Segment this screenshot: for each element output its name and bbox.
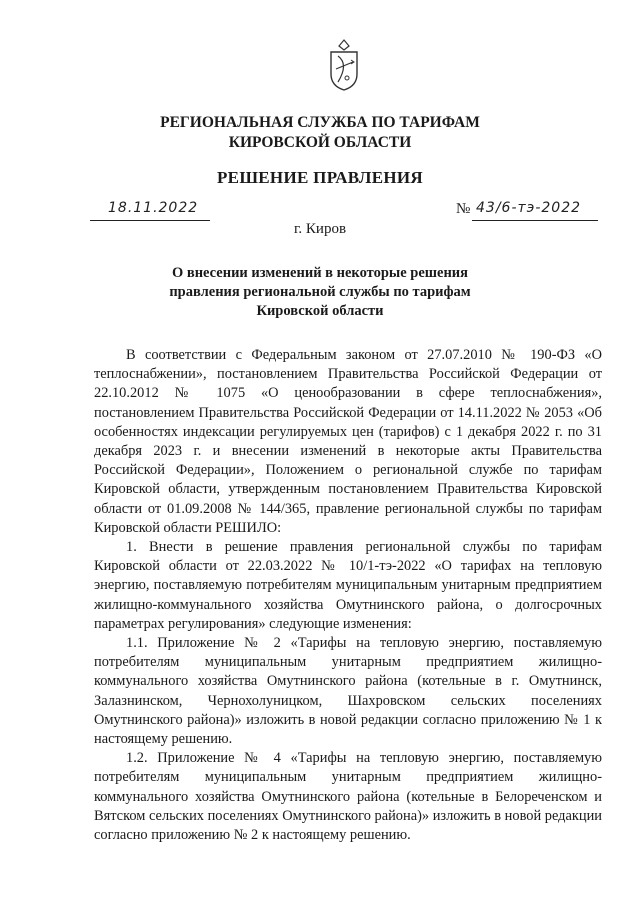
decision-number (456, 200, 598, 220)
organization-name-line1: РЕГИОНАЛЬНАЯ СЛУЖБА ПО ТАРИФАМ (160, 114, 480, 131)
item-1-paragraph: 1. Внести в решение правления региональной службы по тарифам Кировской области от 22.03.2022 № 10/1-тэ-2022 «О тарифах на тепловую энергию, поставляемую потребителям муниципальным унитарным предприятием жилищно-коммунального хозяйства Омутнинского района, о долгосрочных параметрах регулирования» следующие изменения: (94, 539, 602, 632)
decision-date-value: 18.11.2022 (108, 200, 199, 216)
document-body (94, 346, 602, 845)
organization-name (0, 113, 640, 153)
subject-line3: Кировской области (256, 303, 384, 319)
document-title: РЕШЕНИЕ ПРАВЛЕНИЯ (217, 168, 423, 187)
item-1-1-paragraph: 1.1. Приложение № 2 «Тарифы на тепловую энергию, поставляемую потребителям муниципальным унитарным предприятием жилищно-коммунального хозяйства Омутнинского района (котельные в г. Омутнинск, Залазнинском, Чернохолуницком, Шахровском сельских поселениях Омутнинского района)» изложить в новой редакции согласно приложению № 1 к настоящему решению. (94, 635, 602, 748)
document-subject (0, 264, 640, 321)
decision-number-underline (472, 200, 598, 221)
decision-date (90, 200, 210, 221)
item-1-2-paragraph: 1.2. Приложение № 4 «Тарифы на тепловую энергию, поставляемую потребителям муниципальным унитарным предприятием жилищно-коммунального хозяйства Омутнинского района (котельные в Белореченском и Вятском сельских поселениях Омутнинского района)» изложить в новой редакции согласно приложению № 2 к настоящему решению. (94, 750, 602, 844)
city: г. Киров (293, 221, 347, 237)
subject-line2: правления региональной службы по тарифам (169, 284, 471, 300)
subject-line1: О внесении изменений в некоторые решения (171, 265, 469, 281)
coat-of-arms-icon (327, 38, 361, 92)
number-sign: № (456, 201, 471, 217)
preamble-paragraph: В соответствии с Федеральным законом от 27.07.2010 № 190-ФЗ «О теплоснабжении», постановлением Правительства Российской Федерации от 22.10.2012 № 1075 «О ценообразовании в сфере теплоснабжения», постановлением Правительства Российской Федерации от 14.11.2022 № 2053 «Об особенностях индексации регулируемых цен (тарифов) с 1 декабря 2022 г. по 31 декабря 2023 г. и внесении изменений в некоторые акты Правительства Российской Федерации», Положением о региональной службе по тарифам Кировской области, утвержденным постановлением Правительства Кировской области от 01.09.2008 № 144/365, правление региональной службы по тарифам Кировской области РЕШИЛО: (94, 347, 602, 536)
organization-name-line2: КИРОВСКОЙ ОБЛАСТИ (228, 134, 412, 151)
decision-number-value: 43/6-тэ-2022 (476, 200, 582, 216)
